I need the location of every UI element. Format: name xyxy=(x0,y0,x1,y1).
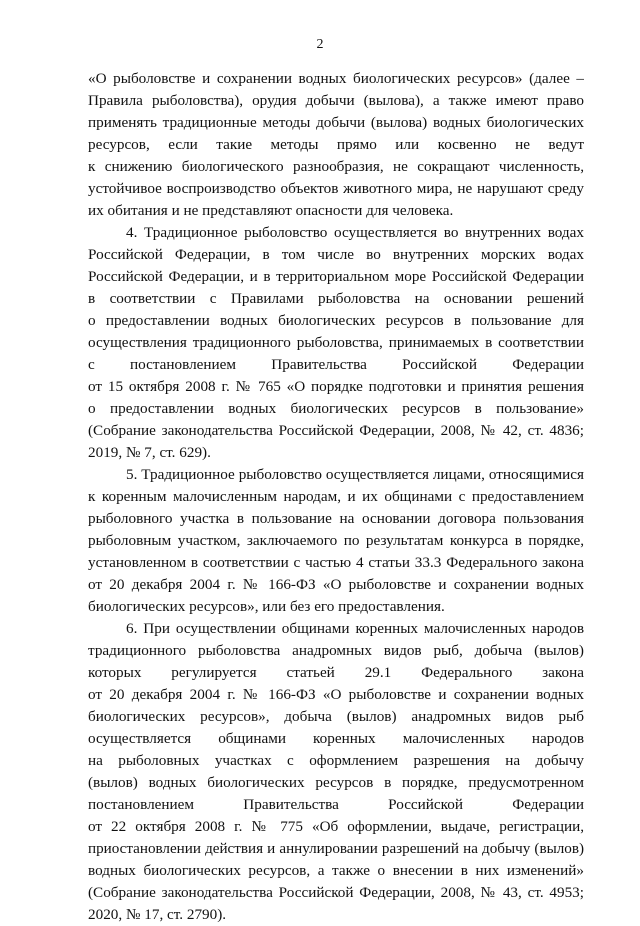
text-line: 5. Традиционное рыболовство осуществляется лицами, относящимися xyxy=(126,466,584,483)
text-line: (вылов) водных биологических ресурсов в порядке, предусмотренном xyxy=(88,774,584,791)
text-line: 4. Традиционное рыболовство осуществляется во внутренних водах xyxy=(126,224,584,241)
text-line: (Собрание законодательства Российской Федерации, 2008, № 42, ст. 4836; xyxy=(88,422,584,439)
text-line: Правила рыболовства), орудия добычи (вылова), а также имеют право xyxy=(88,92,584,109)
text-line: с постановлением Правительства Российской Федерации xyxy=(88,356,584,373)
text-line: их обитания и не представляют опасности для человека. xyxy=(88,202,454,219)
text-line: водных биологических ресурсов, а также о внесении в них изменений» xyxy=(88,862,584,879)
text-line: от 20 декабря 2004 г. № 166-ФЗ «О рыболовстве и сохранении водных xyxy=(88,576,584,593)
text-line: 2020, № 17, ст. 2790). xyxy=(88,906,227,923)
text-line: биологических ресурсов», или без его предоставления. xyxy=(88,598,445,615)
text-line: постановлением Правительства Российской Федерации xyxy=(88,796,584,813)
text-line: к снижению биологического разнообразия, не сокращают численность, xyxy=(88,158,584,175)
text-line: (Собрание законодательства Российской Федерации, 2008, № 43, ст. 4953; xyxy=(88,884,584,901)
text-line: на рыболовных участках с оформлением разрешения на добычу xyxy=(88,752,584,769)
text-line: приостановлении действия и аннулировании разрешений на добычу (вылов) xyxy=(88,841,584,857)
text-line: биологических ресурсов», добыча (вылов) анадромных видов рыб xyxy=(88,708,584,725)
text-line: традиционного рыболовства анадромных видов рыб, добыча (вылов) xyxy=(88,642,584,659)
document-body xyxy=(88,68,584,926)
text-line: 6. При осуществлении общинами коренных малочисленных народов xyxy=(126,620,584,637)
text-line: от 22 октября 2008 г. № 775 «Об оформлении, выдаче, регистрации, xyxy=(88,818,584,835)
text-line: Российской Федерации, и в территориальном море Российской Федерации xyxy=(88,268,584,285)
text-line: «О рыболовстве и сохранении водных биологических ресурсов» (далее – xyxy=(88,70,584,87)
text-line: устойчивое воспроизводство объектов животного мира, не нарушают среду xyxy=(88,180,584,197)
text-line: рыболовного участка в пользование на основании договора пользования xyxy=(88,510,584,527)
text-line: о предоставлении водных биологических ресурсов в пользование для xyxy=(88,312,584,329)
page-number: 2 xyxy=(316,37,324,52)
text-line: рыболовным участком, заключаемого по результатам конкурса в порядке, xyxy=(88,532,584,549)
text-line: Российской Федерации, в том числе во внутренних морских водах xyxy=(88,246,584,263)
text-line: осуществления традиционного рыболовства, принимаемых в соответствии xyxy=(88,334,584,351)
text-line: от 15 октября 2008 г. № 765 «О порядке подготовки и принятия решения xyxy=(88,378,584,395)
text-line: к коренным малочисленным народам, и их общинами с предоставлением xyxy=(88,488,584,505)
text-line: о предоставлении водных биологических ресурсов в пользование» xyxy=(88,400,584,417)
text-line: которых регулируется статьей 29.1 Федерального закона xyxy=(88,664,584,681)
text-line: в соответствии с Правилами рыболовства на основании решений xyxy=(88,290,584,307)
text-line: установленном в соответствии с частью 4 статьи 33.3 Федерального закона xyxy=(88,554,584,571)
text-line: применять традиционные методы добычи (вылова) водных биологических xyxy=(88,114,584,131)
text-line: 2019, № 7, ст. 629). xyxy=(88,444,211,461)
text-line: ресурсов, если такие методы прямо или косвенно не ведут xyxy=(88,136,584,153)
text-line: от 20 декабря 2004 г. № 166-ФЗ «О рыболовстве и сохранении водных xyxy=(88,686,584,703)
text-line: осуществляется общинами коренных малочисленных народов xyxy=(88,730,584,747)
